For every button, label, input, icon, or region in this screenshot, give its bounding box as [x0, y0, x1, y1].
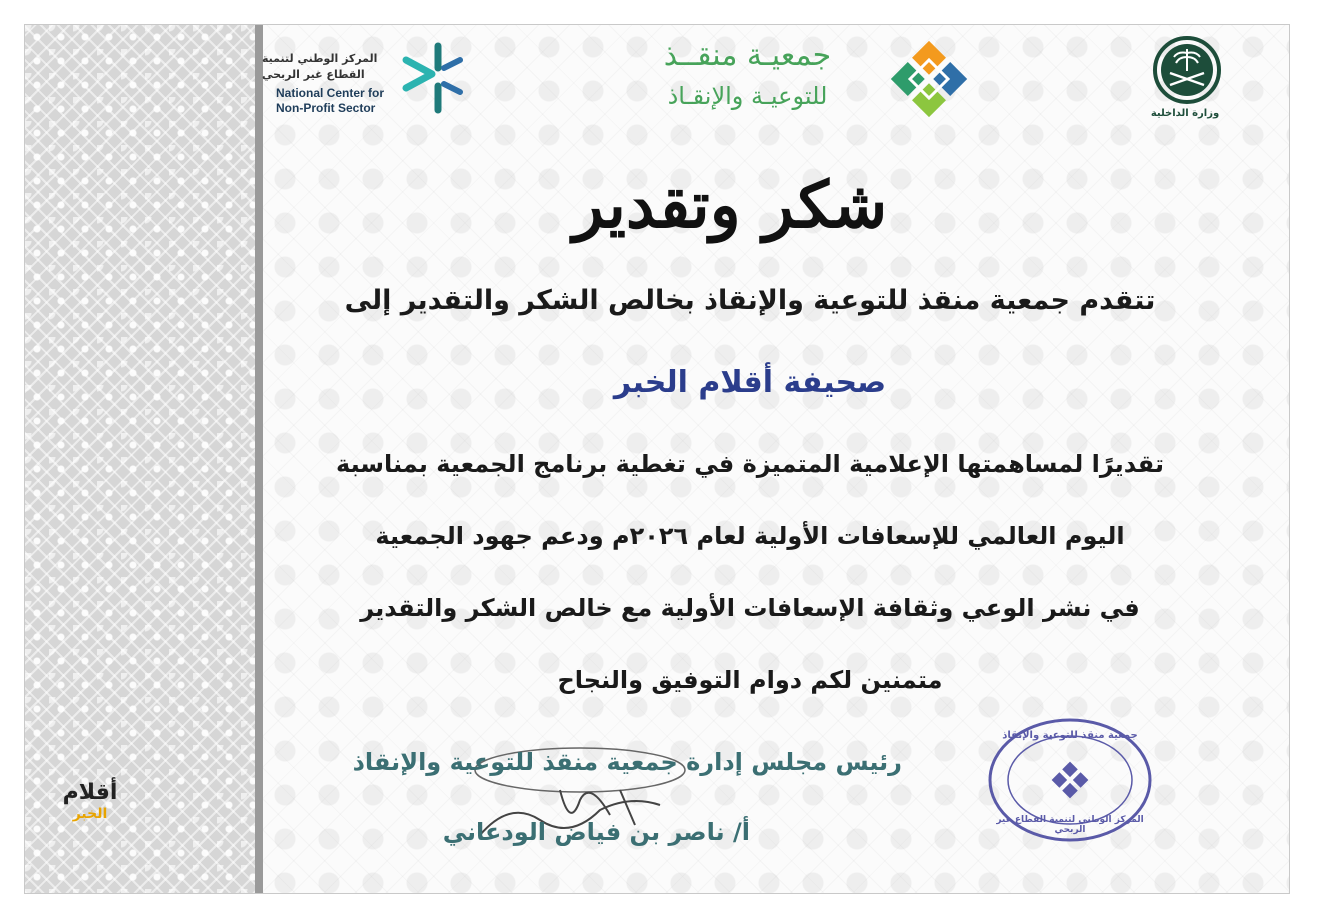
- watermark-line-1: أقلام: [62, 780, 118, 805]
- ncnp-english-line-2: Non-Profit Sector: [276, 101, 376, 115]
- body-line-1: تقديرًا لمساهمتها الإعلامية المتميزة في تغطية برنامج الجمعية بمناسبة: [336, 450, 1164, 478]
- ncnp-arabic-line-2: القطاع غير الربحي: [262, 68, 365, 81]
- intro-text: تتقدم جمعية منقذ للتوعية والإنقاذ بخالص الشكر والتقدير إلى: [344, 285, 1156, 316]
- decorative-side-panel: [25, 25, 255, 893]
- ncnp-arrows-logo-icon: [398, 38, 464, 116]
- body-line-4: متمنين لكم دوام التوفيق والنجاح: [557, 666, 943, 694]
- certificate-title: شكر وتقدير: [572, 168, 888, 243]
- signatory-title: رئيس مجلس إدارة جمعية منقذ للتوعية والإنقاذ: [352, 748, 902, 776]
- stamp-bottom-text: المركز الوطني لتنمية القطاع غير الربحي: [996, 815, 1144, 835]
- ncnp-arabic-line-1: المركز الوطني لتنمية: [262, 52, 378, 65]
- stamp-top-text: جمعية منقذ للتوعية والإنقاذ: [1002, 730, 1138, 741]
- palm-swords-emblem-icon: [1152, 35, 1222, 105]
- moi-label: وزارة الداخلية: [1150, 108, 1220, 119]
- body-line-3: في نشر الوعي وثقافة الإسعافات الأولية مع خالص الشكر والتقدير: [360, 594, 1140, 622]
- monqeth-diamond-logo-icon: [880, 30, 978, 128]
- body-line-2: اليوم العالمي للإسعافات الأولية لعام ٢٠٢٦م ودعم جهود الجمعية: [375, 522, 1125, 550]
- monqeth-subtitle: للتوعيـة والإنقـاذ: [667, 82, 828, 110]
- signatory-name: أ/ ناصر بن فياض الودعاني: [442, 818, 750, 846]
- ncnp-english-line-1: National Center for: [276, 86, 385, 100]
- watermark-line-2: الخبر: [72, 806, 108, 822]
- recipient-name: صحيفة أقلام الخبر: [613, 365, 887, 400]
- monqeth-name: جمعيـة منقــذ: [663, 38, 832, 73]
